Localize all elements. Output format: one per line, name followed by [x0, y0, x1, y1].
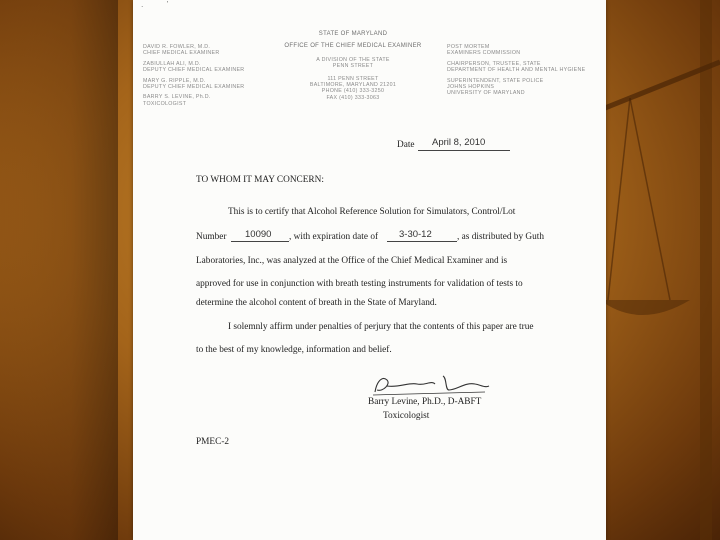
salutation: TO WHOM IT MAY CONCERN: [196, 175, 324, 185]
body-line-3: Laboratories, Inc., was analyzed at the Office of the Chief Medical Examiner and is [196, 256, 508, 266]
staff-title: EXAMINERS COMMISSION [447, 50, 521, 57]
scan-mark: · [141, 3, 144, 11]
body-line-5: determine the alcohol content of breath in the State of Maryland. [196, 298, 437, 308]
number-label: Number [196, 232, 227, 242]
staff-name: DAVID R. FOWLER, M.D. [143, 44, 211, 50]
background-stripe [0, 0, 118, 540]
signatory-title: Toxicologist [383, 411, 430, 421]
address-line: 111 PENN STREET [327, 75, 379, 82]
right-staff-block [447, 44, 585, 97]
staff-title: DEPARTMENT OF HEALTH AND MENTAL HYGIENE [447, 67, 586, 74]
lot-underline [231, 241, 289, 242]
address-header: A DIVISION OF THE STATE [316, 56, 390, 63]
staff-title: JOHNS HOPKINS [447, 84, 495, 91]
expiration-underline [387, 241, 457, 242]
staff-name: CHAIRPERSON, TRUSTEE, STATE [447, 60, 541, 67]
form-id: PMEC-2 [196, 437, 230, 447]
state-name: STATE OF MARYLAND [318, 31, 388, 37]
left-staff-block [143, 44, 244, 107]
address-sub: PENN STREET [332, 63, 374, 70]
date-label: Date [397, 140, 415, 150]
body-line-1: This is to certify that Alcohol Reference Solution for Simulators, Control/Lot [228, 207, 516, 217]
staff-title: DEPUTY CHIEF MEDICAL EXAMINER [143, 67, 245, 74]
signatory-name: Barry Levine, Ph.D., D-ABFT [368, 397, 482, 407]
staff-name: SUPERINTENDENT, STATE POLICE [447, 77, 544, 84]
staff-title: DEPUTY CHIEF MEDICAL EXAMINER [143, 84, 245, 91]
date-underline [418, 150, 510, 151]
signature-image [365, 370, 495, 400]
staff-name: ZABIULLAH ALI, M.D. [143, 60, 201, 67]
scales-of-justice-icon [600, 0, 720, 540]
expiration-label: , with expiration date of [289, 232, 379, 242]
office-name: OFFICE OF THE CHIEF MEDICAL EXAMINER [284, 43, 422, 50]
lot-number: 10090 [245, 229, 272, 240]
staff-name: POST MORTEM [447, 44, 490, 50]
address-line: BALTIMORE, MARYLAND 21201 [309, 82, 397, 89]
distributed-by: , as distributed by Guth [457, 232, 545, 242]
fax-line: FAX (410) 333-3063 [326, 94, 380, 101]
body-line-4: approved for use in conjunction with breath testing instruments for validation of tests to [196, 279, 523, 289]
scan-mark: ' [167, 0, 169, 8]
document-page [133, 0, 606, 540]
affirmation-line-2: to the best of my knowledge, information and belief. [196, 345, 392, 355]
letterhead-center [263, 31, 443, 101]
date-value: April 8, 2010 [432, 137, 486, 148]
staff-title: UNIVERSITY OF MARYLAND [447, 90, 525, 97]
affirmation-line-1: I solemnly affirm under penalties of perjury that the contents of this paper are true [228, 322, 534, 332]
staff-title: CHIEF MEDICAL EXAMINER [143, 50, 220, 57]
staff-name: BARRY S. LEVINE, Ph.D. [143, 94, 211, 101]
staff-name: MARY G. RIPPLE, M.D. [143, 77, 206, 84]
expiration-date: 3-30-12 [399, 229, 432, 240]
phone-line: PHONE (410) 333-3250 [321, 88, 385, 95]
staff-title: TOXICOLOGIST [143, 100, 187, 107]
